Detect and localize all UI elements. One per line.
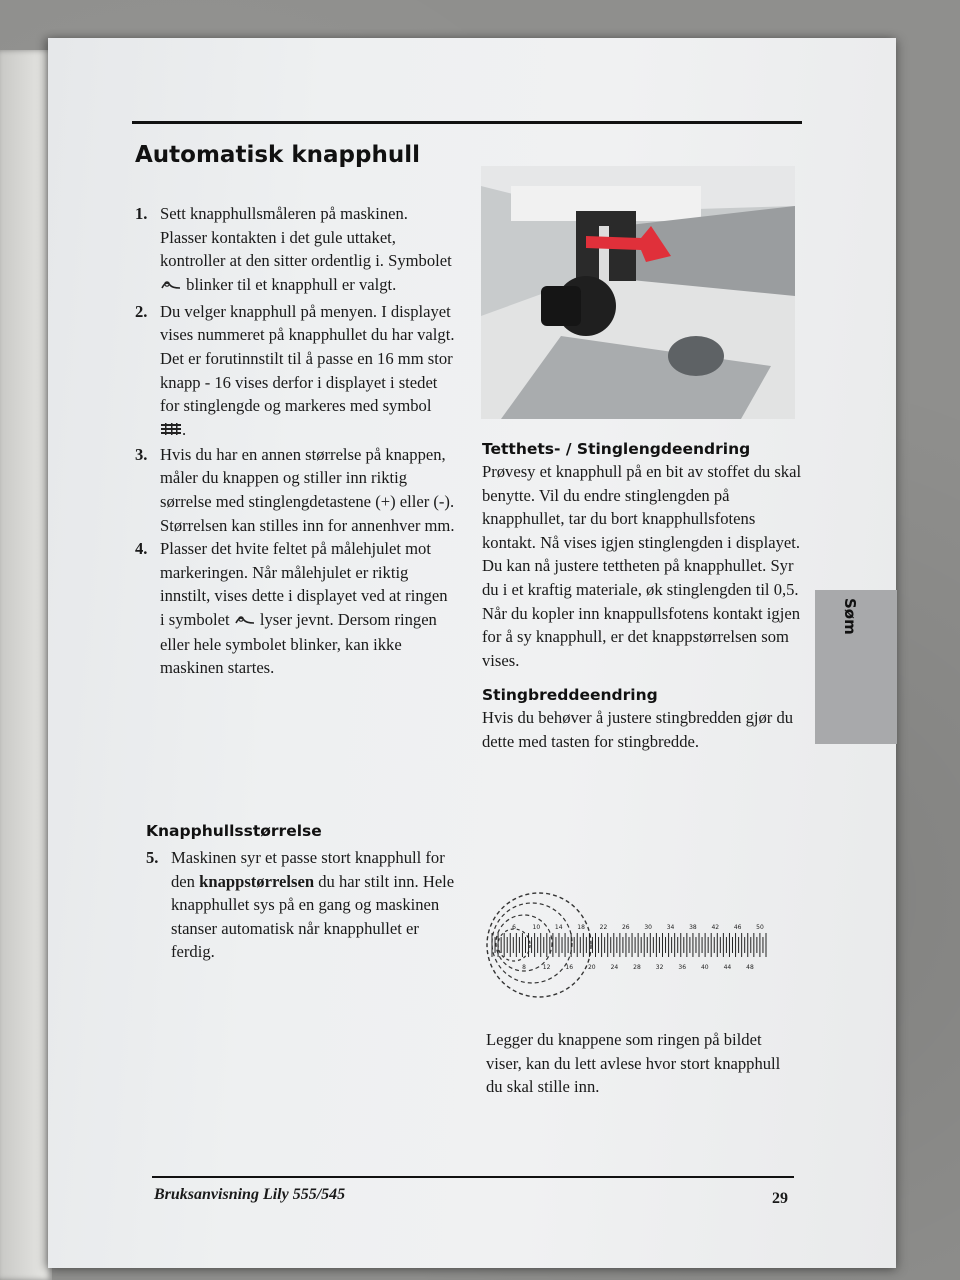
steps-column (135, 202, 455, 680)
left-page-edge (0, 50, 52, 1280)
stitch-length-icon (160, 419, 182, 443)
step-item (135, 443, 455, 537)
ruler-label: 46 (733, 924, 742, 931)
step-text-post: lyser jevnt. Dersom ringen eller hele symbolet blinker, kan ikke maskinen startes. (160, 609, 437, 678)
step-text-post: . (182, 419, 187, 439)
stingbredde-text: Hvis du behøver å justere stingbredden gjør du dette med tasten for stingbredde. (482, 708, 794, 751)
step-item (135, 537, 455, 680)
ruler-label: 24 (610, 964, 619, 971)
ruler-label: 32 (655, 964, 664, 971)
ruler-label: 40 (700, 964, 709, 971)
ruler-graphic (484, 885, 774, 1005)
step-item (135, 300, 455, 443)
ruler-label: 22 (599, 924, 608, 931)
ruler-label: 28 (633, 964, 641, 971)
steps-list (135, 202, 455, 680)
ruler-caption: Legger du knappene som ringen på bildet viser, kan du lett avlese hvor stort knapphull du skal stille inn. (486, 1030, 781, 1097)
bottom-rule (152, 1176, 794, 1178)
step-5-pre: Maskinen syr et passe stort knapphull for den (171, 848, 445, 891)
right-column (482, 440, 802, 754)
step-5-bold: knappstørrelsen (199, 871, 315, 891)
step-text: Plasser det hvite feltet på målehjulet mot markeringen. Når målehjulet er riktig innstilt, vises dette i displayet ved at ringen i symbolet (160, 539, 448, 629)
section-tab-label: Søm (841, 598, 859, 635)
ruler-label: 44 (723, 964, 732, 971)
step-number: 2. (135, 301, 148, 321)
ruler-label: 36 (678, 964, 687, 971)
buttonhole-foot-icon (160, 274, 182, 298)
tetthet-heading: Tetthets- / Stinglengdeendring (482, 440, 751, 458)
ruler-label: 30 (644, 924, 653, 931)
sewing-machine-photo (481, 166, 795, 419)
ruler-label: 14 (554, 924, 563, 931)
ruler-label: 6 (512, 924, 516, 931)
ruler-label: 26 (621, 924, 630, 931)
step-text-post: blinker til et knapphull er valgt. (182, 274, 397, 294)
stingbredde-heading: Stingbreddeendring (482, 686, 658, 705)
ruler-label: 48 (746, 964, 754, 971)
step-5-post: du har stilt inn. Hele knapphullet sys på en gang og maskinen stanser automatisk når knapphullet er ferdig. (171, 871, 455, 962)
ruler-label: 50 (756, 924, 764, 931)
step-text: Sett knapphullsmåleren på maskinen. Plasser kontakten i det gule uttaket, kontroller at den sitter ordentlig i. Symbolet (160, 204, 452, 271)
sewing-machine-illustration (481, 166, 795, 419)
page-title: Automatisk knapphull (135, 142, 420, 168)
ruler-label: 42 (711, 924, 720, 931)
knapphull-heading: Knapphullsstørrelse (146, 822, 322, 840)
ruler-label: 8 (522, 964, 526, 971)
ruler-label: 34 (666, 924, 675, 931)
step-number: 4. (135, 539, 148, 559)
step-5 (146, 846, 461, 964)
ruler-label: 38 (689, 924, 697, 931)
step-text: Hvis du har en annen størrelse på knappen, måler du knappen og stiller inn riktig sørrelse med stinglengdetastene (+) eller (-). Størrelsen kan stilles inn for annenhver mm. (160, 444, 455, 535)
step-item (146, 846, 461, 964)
step-number: 3. (135, 444, 148, 464)
top-rule (132, 121, 802, 124)
buttonhole-foot-icon (234, 609, 256, 633)
ruler-label: 10 (532, 924, 541, 931)
tetthet-text: Prøvesy et knapphull på en bit av stoffet du skal benytte. Vil du endre stinglengden på knapphullet, tar du bort knapphullsfotens kontakt. Nå vises igjen stinglengden i displayet. Du kan nå justere tettheten på knapphullet. Syr du i et kraftig materiale, øk stinglengden til 0,5. Når du kopler inn knappullsfotens kontakt igjen for å sy knapphull, er det knappstørrelsen som vises. (482, 462, 802, 670)
step-text: Du velger knapphull på menyen. I displayet vises nummeret på knapphullet du har valgt. Det er forutinnstilt til å passe en 16 mm stor knapp - 16 vises derfor i displayet i stedet for stinglengde og markeres med symbol (160, 301, 455, 416)
step-item (135, 202, 455, 298)
ruler-label: 20 (587, 964, 596, 971)
ruler-label: 18 (577, 924, 585, 931)
footer-title: Bruksanvisning Lily 555/545 (154, 1186, 346, 1203)
page-number: 29 (772, 1190, 788, 1207)
section-tab (815, 590, 897, 744)
step-number: 1. (135, 204, 148, 223)
ruler-label: 16 (565, 964, 574, 971)
ruler-label: 12 (542, 964, 551, 971)
step-number: 5. (146, 848, 159, 867)
buttonhole-ruler (484, 885, 774, 1005)
